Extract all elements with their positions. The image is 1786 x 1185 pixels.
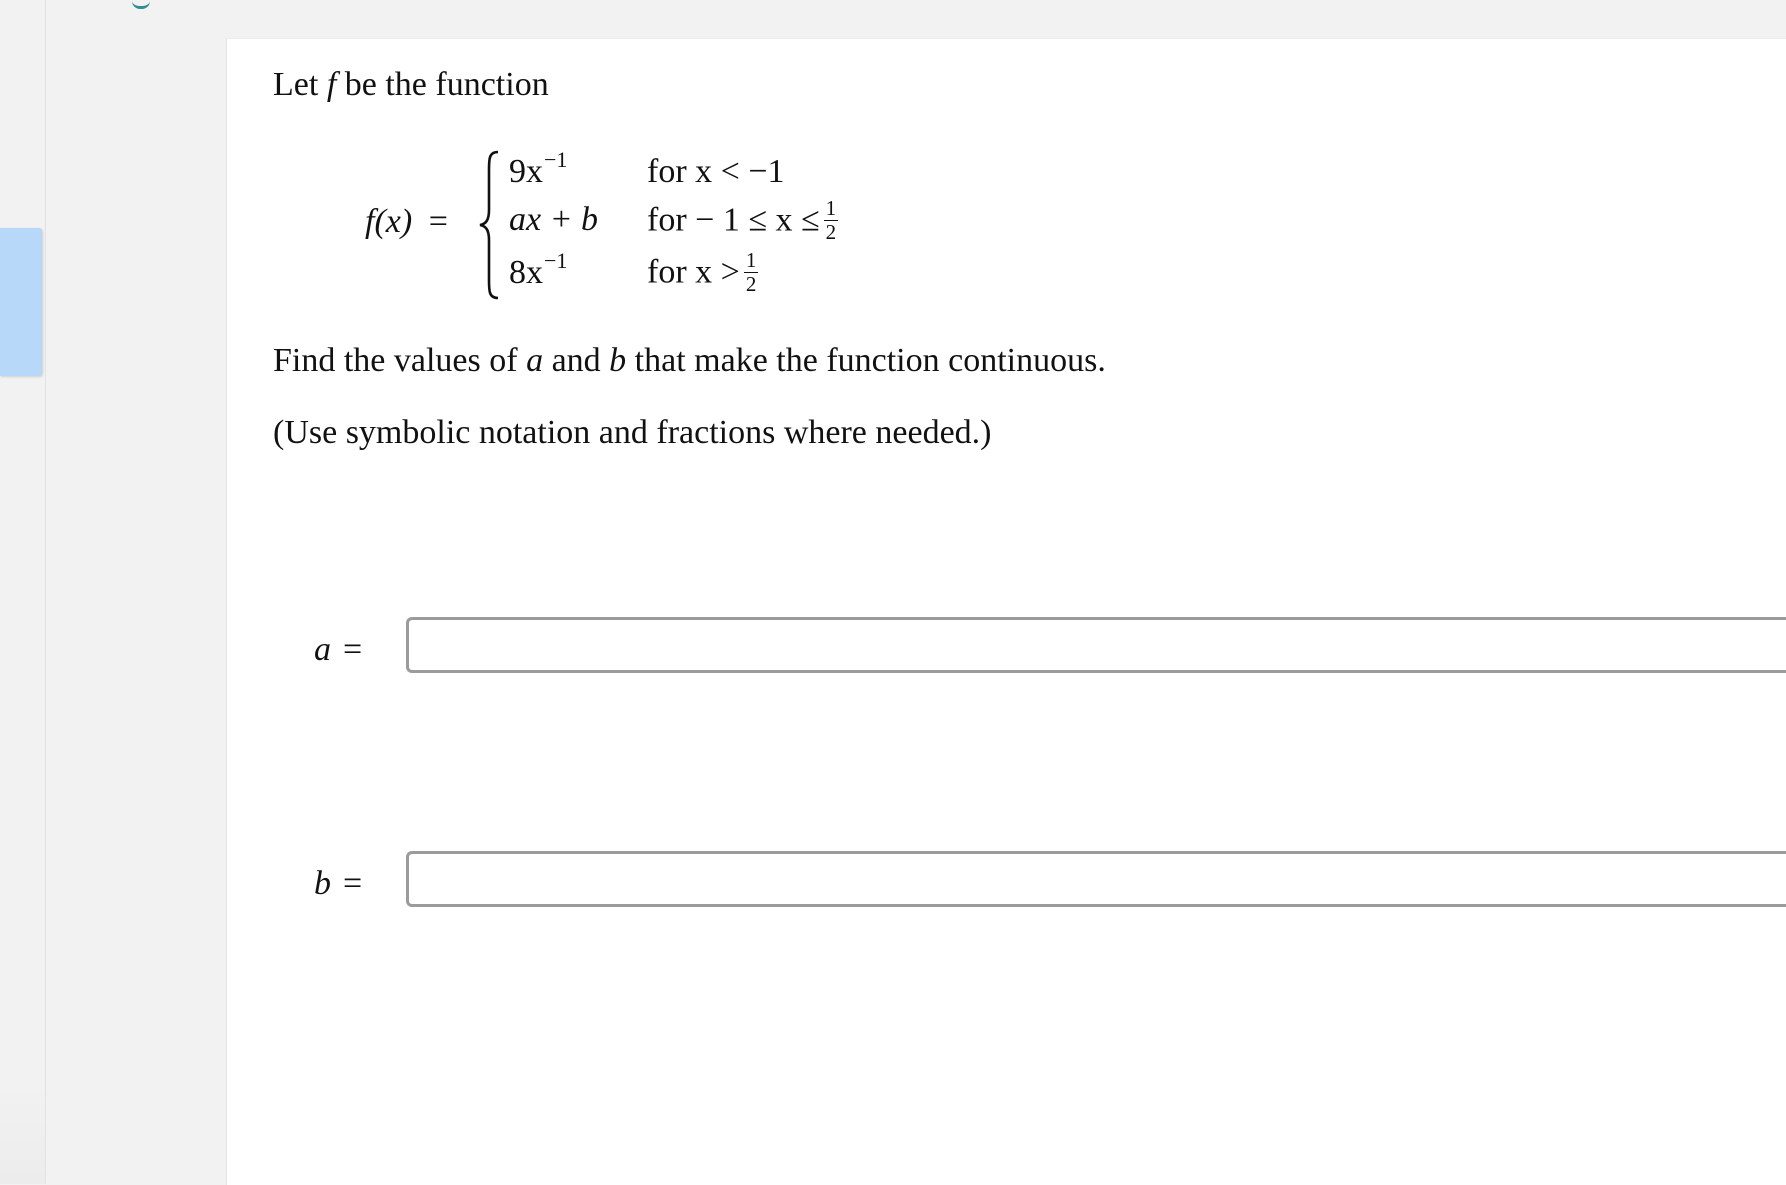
function-symbol: f	[326, 66, 337, 103]
question-panel	[226, 38, 1786, 1185]
case-2-condition: for − 1 ≤ x ≤ $\frac{1}{2}$	[647, 196, 837, 244]
case-2-expression: ax + b	[509, 201, 599, 238]
question-intro	[273, 68, 549, 102]
case-1-expression: $9x^{-1}$	[509, 147, 568, 190]
one-half-fraction: $\frac{1}{2}$	[825, 196, 837, 244]
function-lhs: f(x) =	[365, 203, 448, 240]
answer-a-label: a =	[314, 631, 363, 668]
intro-text: Let	[273, 66, 327, 103]
answer-b-label: b =	[314, 865, 363, 902]
question-nav-tab[interactable]	[0, 228, 42, 376]
answer-a-input[interactable]	[406, 617, 1786, 673]
case-3-condition: for x > $\frac{1}{2}$	[647, 248, 757, 296]
intro-text-end: be the function	[336, 66, 549, 103]
left-sidebar	[0, 0, 46, 1184]
answer-b-input[interactable]	[406, 851, 1786, 907]
left-brace	[478, 150, 502, 300]
case-1-condition: for x < −1	[647, 153, 785, 190]
question-prompt: Find the values of a and b that make the function continuous.	[273, 342, 1106, 379]
one-half-fraction: $\frac{1}{2}$	[745, 248, 757, 296]
top-nav-accent	[132, 0, 150, 9]
case-3-expression: $8x^{-1}$	[509, 248, 568, 291]
question-note: (Use symbolic notation and fractions where needed.)	[273, 414, 992, 451]
sidebar-footer	[0, 1080, 45, 1184]
